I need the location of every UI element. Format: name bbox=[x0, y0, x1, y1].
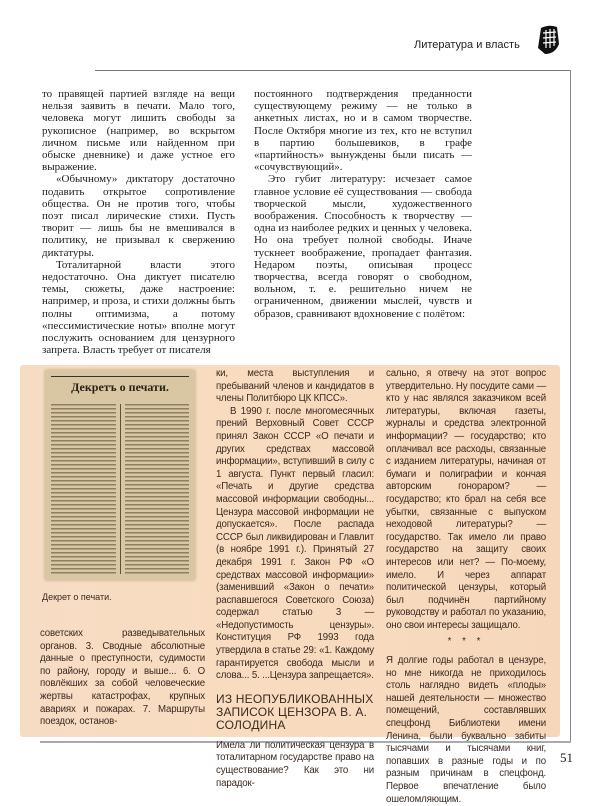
clipping-title: Декретъ о печати. bbox=[51, 376, 189, 394]
paragraph: Это губит литературу: исчезает самое главное условие её существования — свобода творческой мысли, художественного воображения. Способность к творчеству — одна из наиболее редких и ценных у человека. Но она требует полной свободы. Иначе тускнеет воображение, пропадает фантазия. Недаром поэты, описывая процесс творчества, всегда говорят о свободном, вольном, т. е. решительно ничем не ограниченном, движении мыслей, чувств и образов, сравнивают вдохновение с полётом: bbox=[254, 173, 472, 320]
running-title: Литература и власть bbox=[414, 39, 520, 51]
paragraph: Я долгие годы работал в цензуре, но мне никогда не приходилось столь наглядно видеть «плоды» нашей деятельности — множество помещений, составлявших спецфонд Библиотеки имени Ленина, были буквально забиты тысячами и тысячами книг, попавших в разные годы и по разным причинам в спецфонд. Первое впечатление было ошеломляющим. bbox=[386, 655, 546, 805]
frame-right-rule bbox=[570, 70, 571, 741]
box-column-1 bbox=[40, 628, 205, 729]
clipping-text bbox=[51, 404, 116, 574]
paragraph: «Обычному» диктатору достаточно подавить открытое сопротивление общества. Он не против того, чтобы поэт писал лирические стихи. Пусть творит — лишь бы не вмешивался в политику, не призывал к свержению диктатуры. bbox=[42, 173, 235, 259]
paragraph: постоянного подтверждения преданности существующему режиму — не только в анкетных листах, но и в самом творчестве. После Октября многие из тех, кто не вступил в партию большевиков, в графе «партийность» вынуждены были писать — «сочувствующий». bbox=[254, 88, 472, 174]
paragraph: Имела ли политическая цензура в тоталитарном государстве право на существование? Как это ни парадок- bbox=[216, 739, 374, 789]
text-column-left bbox=[42, 88, 235, 356]
paragraph: ки, места выступления и пребываний членов и кандидатов в члены Политбюро ЦК КПСС». bbox=[216, 368, 374, 405]
paragraph: Тоталитарной власти этого недостаточно. Она диктует писателю темы, сюжеты, даже настроение: например, и проза, и стихи должны быть полны оптимизма, а потому «пессимистические ноты» вполне могут послужить основанием для цензурного запрета. Власть требует от писателя bbox=[42, 258, 235, 357]
paragraph: то правящей партией взгляде на вещи нельзя заявить в печати. Мало того, человека могут лишить свободы за рукописное (например, во вскрытом личном письме или найденном при обыске дневнике) и даже устное его выражение. bbox=[42, 88, 235, 174]
section-separator: * * * bbox=[447, 636, 485, 648]
frame-top-rule bbox=[95, 70, 571, 71]
box-column-3 bbox=[386, 368, 546, 806]
clipping-text bbox=[125, 404, 190, 574]
decree-clipping-image bbox=[45, 370, 195, 580]
box-column-2 bbox=[216, 368, 374, 790]
paragraph: советских разведывательных органов. 3. Сводные абсолютные данные о преступности, судимости по району, городу и выше... 6. О повлёкших за собой человеческие жертвы катастрофах, крупных авариях и пожарах. 7. Маршруты поездок, останов- bbox=[40, 628, 205, 728]
section-heading: ИЗ НЕОПУБЛИКОВАННЫХ ЗАПИСОК ЦЕНЗОРА В. А. СОЛОДИНА bbox=[216, 691, 374, 732]
paragraph: В 1990 г. после многомесячных прений Верховный Совет СССР принял Закон СССР «О печати и других средствах массовой информации», вступивший в силу с 1 августа. Пункт первый гласил: «Печать и другие средства массовой информации свободны... Цензура массовой информации не допускается». После распада СССР был ликвидирован и Главлит (в ноябре 1991 г.). Принятый 27 декабря 1991 г. Закон РФ «О средствах массовой информации» (заменивший «Закон о печати» распавшегося Советского Союза) содержал статью 3 — «Недопустимость цензуры». Конституция РФ 1993 года утвердила в статье 29: «1. Каждому гарантируется свобода мысли и слова... 5. ...Цензура запрещается». bbox=[216, 405, 374, 682]
text-column-right bbox=[254, 88, 472, 320]
clipping-divider bbox=[120, 404, 121, 574]
page-number: 51 bbox=[560, 750, 573, 765]
paragraph: сально, я отвечу на этот вопрос утвердительно. Ну посудите сами — кто у нас являлся заказчиком всей литературы, включая газеты, журналы и средства электронной информации? — государство; кто оплачивал все расходы, связанные с изданием литературы, начиная от бумаги и полиграфии и кончая авторским гонораром? — государство; кто брал на себя все убытки, связанные с выпуском неходовой литературы? — государство. Так имело ли право государство на защиту своих интересов или нет? — По-моему, имело. И через аппарат политической цензуры, который был подчинён партийному руководству и работал по указанию, оно свои интересы защищало. bbox=[386, 368, 546, 631]
book-hand-icon bbox=[535, 24, 561, 56]
image-caption: Декрет о печати. bbox=[42, 592, 112, 602]
